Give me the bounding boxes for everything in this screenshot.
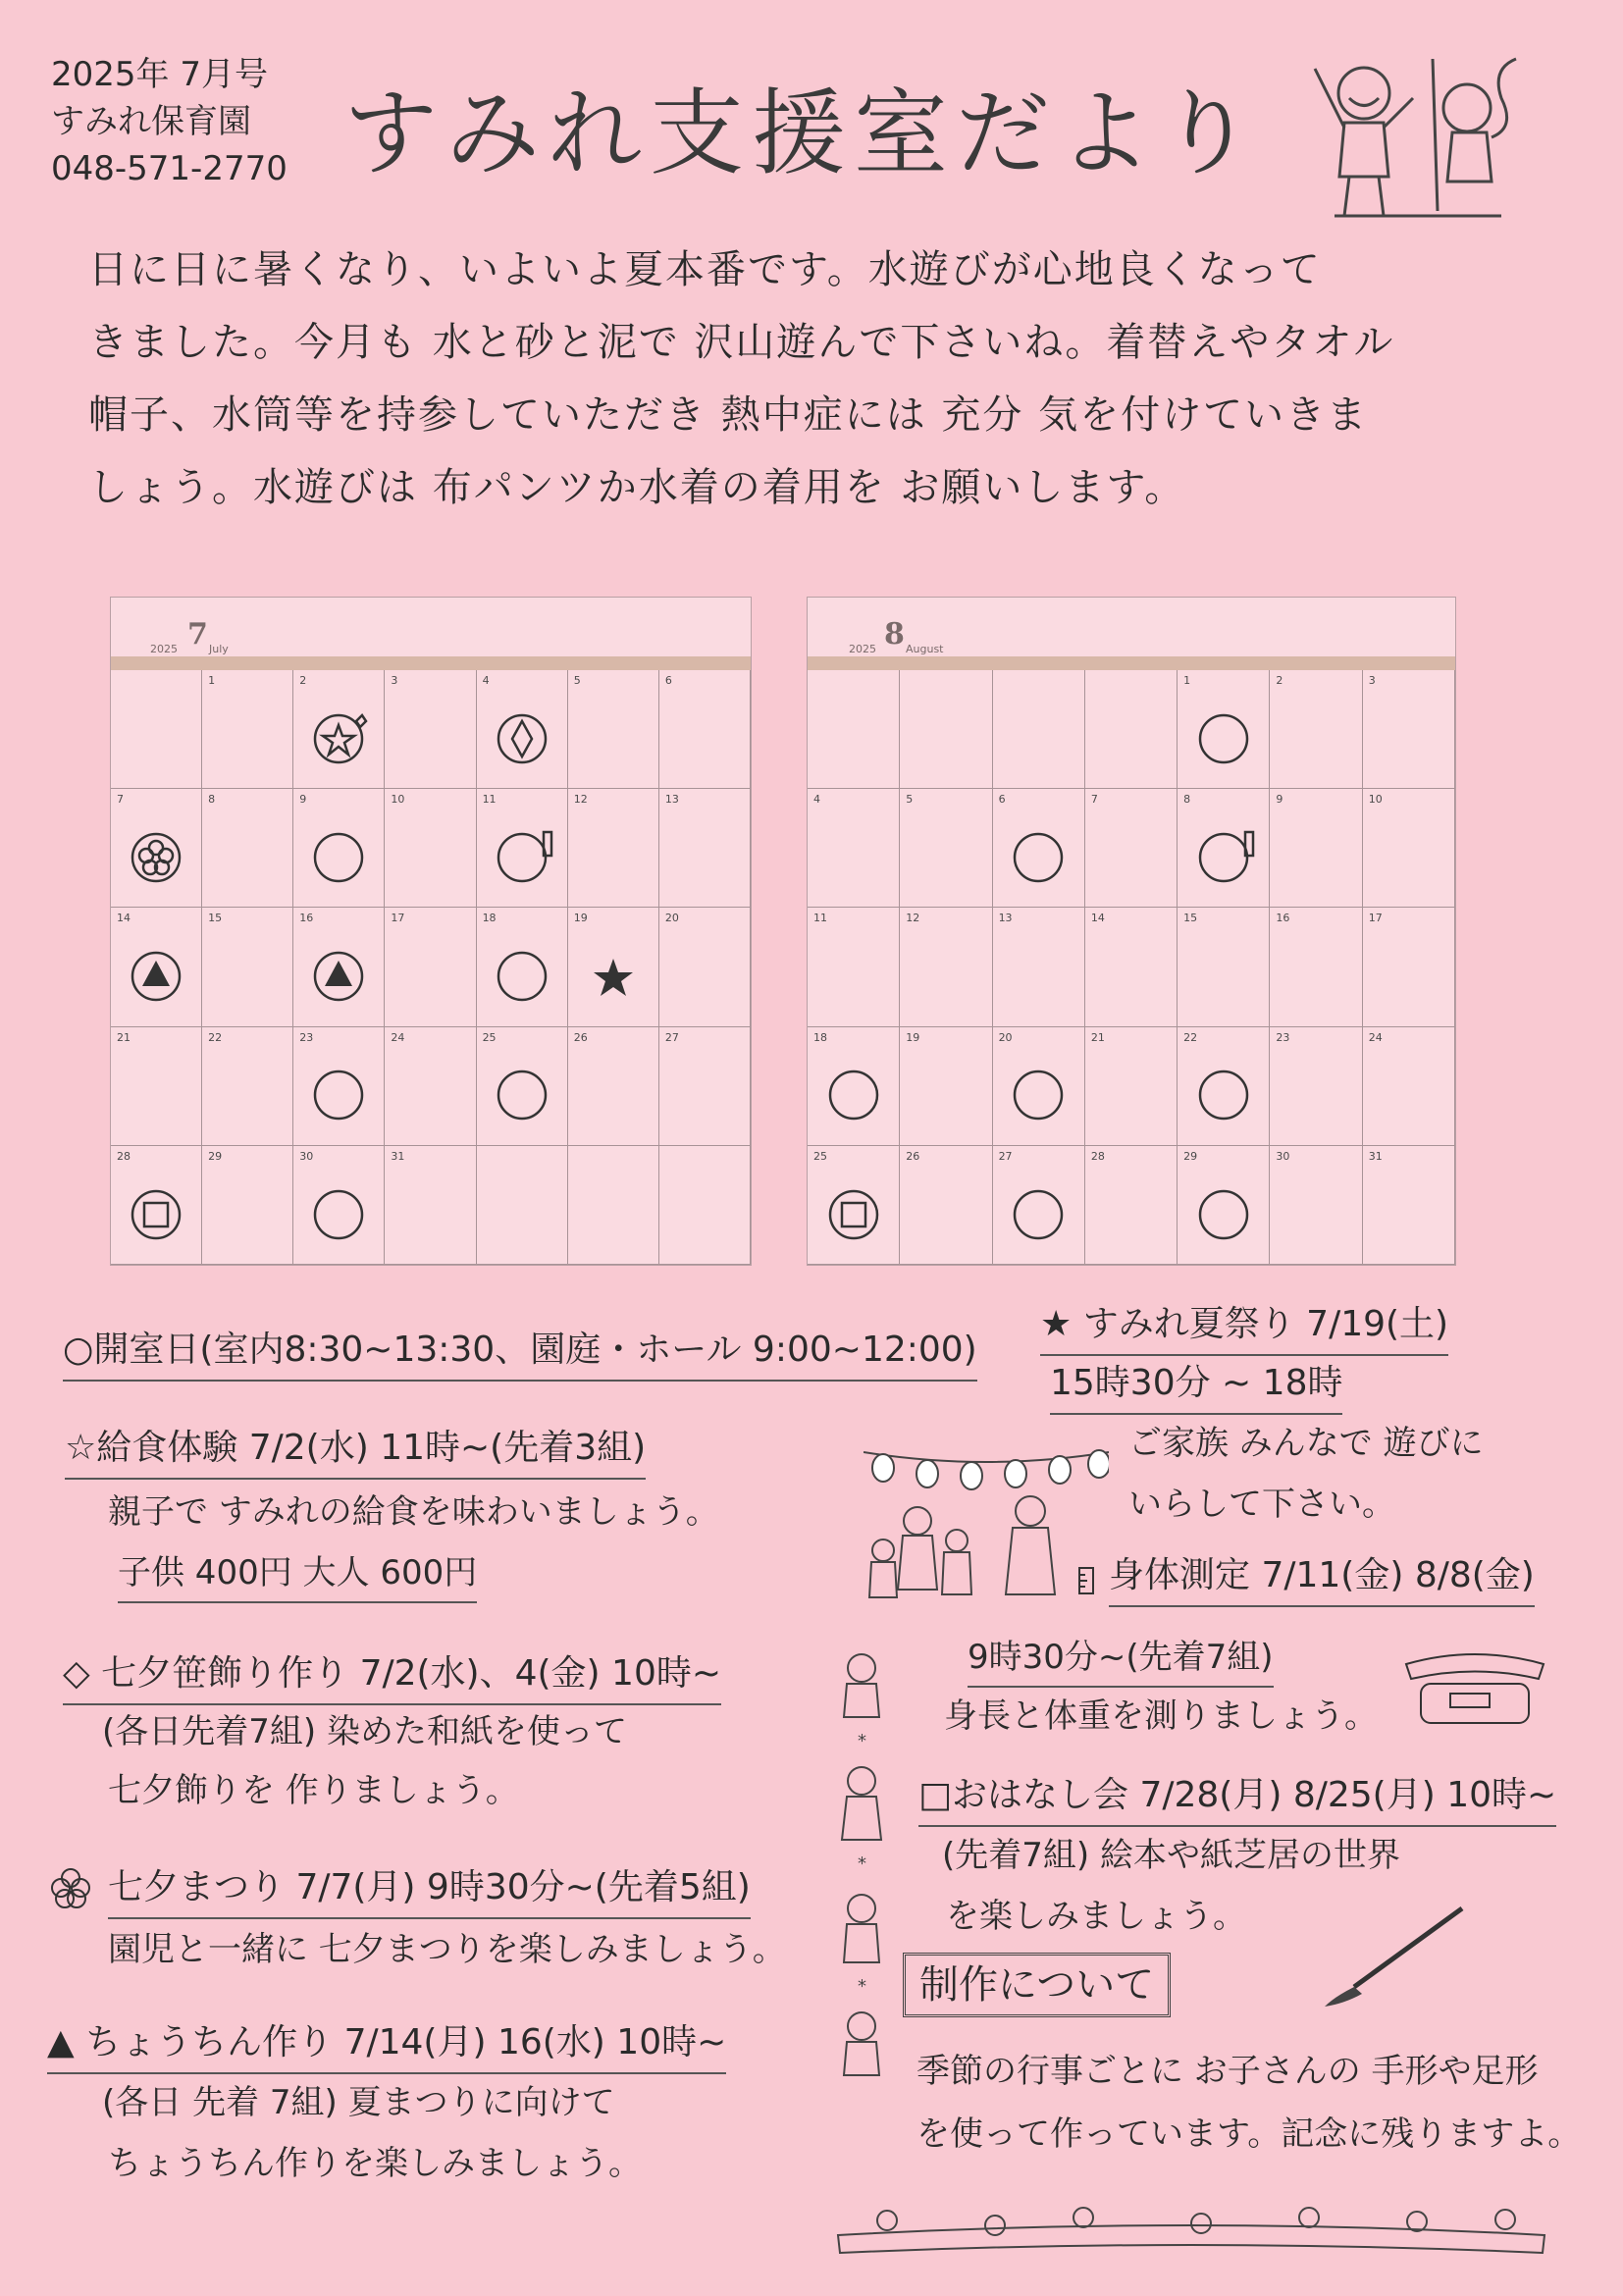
scale-icon: [1401, 1644, 1548, 1733]
kids-column-illustration: [822, 1648, 901, 2080]
circle-icon: [1007, 828, 1070, 887]
festival-desc: ご家族 みんなで 遊びに: [1128, 1424, 1484, 1463]
calendar-grid: [111, 670, 751, 1265]
calendar-day: [111, 1027, 202, 1146]
tanabata-title: 七夕まつり 7/7(月) 9時30分~(先着5組): [108, 1858, 751, 1919]
day-number: 5: [573, 674, 581, 687]
calendar-day: [659, 670, 751, 789]
circle-icon: [307, 1185, 370, 1244]
circle-icon: [1192, 1185, 1255, 1244]
scale-circle-icon: [491, 828, 553, 887]
calendar-day: [1178, 1146, 1270, 1265]
lunch-desc: 親子で すみれの給食を味わいましょう。: [108, 1492, 719, 1532]
calendar-day: [900, 1146, 992, 1265]
calendar-month: 8: [884, 617, 905, 652]
day-number: 16: [1276, 912, 1290, 925]
calendar-day: [111, 908, 202, 1026]
day-number: 26: [906, 1149, 920, 1163]
calendar-day: [202, 789, 293, 908]
calendar-day: [385, 789, 476, 908]
scale-circle-icon: [1192, 828, 1255, 887]
circle-icon: [307, 1066, 370, 1124]
lantern-desc: ちょうちん作りを楽しみましょう。: [108, 2144, 642, 2183]
calendar-day: [1178, 908, 1270, 1026]
open-day-line: ○開室日(室内8:30~13:30、園庭・ホール 9:00~12:00): [63, 1321, 977, 1382]
calendar-day: [293, 670, 385, 789]
circle-icon: [491, 947, 553, 1006]
svg-text:*: *: [858, 1853, 866, 1874]
square-circle-icon: [125, 1185, 187, 1244]
day-number: 27: [664, 1030, 679, 1044]
calendar-day: [293, 789, 385, 908]
star-circle-icon: [307, 709, 370, 768]
calendar-day: [1270, 908, 1362, 1026]
calendar-august: [807, 597, 1456, 1266]
day-number: 8: [208, 793, 216, 807]
day-number: 5: [906, 793, 914, 807]
calendar-day: [993, 1027, 1085, 1146]
tanabata-deco-title: ◇ 七夕笹飾り作り 7/2(水)、4(金) 10時~: [63, 1644, 721, 1705]
header-info: [51, 51, 288, 192]
day-number: 29: [208, 1149, 223, 1163]
calendar-day: [1270, 670, 1362, 789]
day-number: 16: [299, 912, 314, 925]
calendar-day: [1085, 1027, 1178, 1146]
kids-illustration: [1305, 39, 1531, 226]
calendar-day: [659, 789, 751, 908]
measure-title: 身体測定 7/11(金) 8/8(金): [1109, 1546, 1535, 1607]
calendar-day: [477, 1146, 568, 1265]
calendar-day: [202, 670, 293, 789]
calendar-day: [202, 1027, 293, 1146]
tanabata-deco-desc: 七夕飾りを 作りましょう。: [108, 1771, 519, 1810]
calendar-year: 2025: [150, 643, 178, 655]
day-number: 19: [906, 1030, 920, 1044]
calendar-day: [1178, 1027, 1270, 1146]
calendar-day: [202, 908, 293, 1026]
day-number: 29: [1183, 1149, 1198, 1163]
measure-time: 9時30分~(先着7組): [968, 1629, 1274, 1688]
festival-title: ★ すみれ夏祭り 7/19(土): [1040, 1295, 1448, 1356]
brush-icon: [1295, 1904, 1472, 2011]
day-number: 13: [664, 793, 679, 807]
intro-line: しょう。水遊びは 布パンツか水着の着用を お願いします。: [88, 465, 1186, 510]
craft-title: 制作について: [903, 1953, 1171, 2017]
day-number: 25: [482, 1030, 497, 1044]
triangle-circle-icon: [125, 947, 187, 1006]
circle-icon: [822, 1066, 885, 1124]
calendar-day: [385, 1146, 476, 1265]
nursery-name: すみれ保育園: [51, 102, 251, 141]
calendar-day: [808, 670, 900, 789]
day-number: 31: [1368, 1149, 1383, 1163]
calendar-day: [900, 789, 992, 908]
day-number: 12: [573, 793, 588, 807]
story-title: □おはなし会 7/28(月) 8/25(月) 10時~: [918, 1766, 1556, 1827]
calendar-day: [1085, 789, 1178, 908]
day-number: 22: [208, 1030, 223, 1044]
calendar-day: [385, 1027, 476, 1146]
calendar-day: [568, 1027, 659, 1146]
weekday-bar: [808, 656, 1455, 670]
lunch-title: ☆給食体験 7/2(水) 11時~(先着3組): [65, 1419, 646, 1480]
ruler-icon: [1077, 1566, 1099, 1595]
calendar-day: [993, 670, 1085, 789]
lunch-price: 子供 400円 大人 600円: [118, 1544, 477, 1603]
day-number: 13: [998, 912, 1013, 925]
calendar-day: [993, 908, 1085, 1026]
calendar-day: [808, 1146, 900, 1265]
calendar-header: [111, 598, 751, 656]
day-number: 6: [664, 674, 672, 687]
day-number: 30: [1276, 1149, 1290, 1163]
day-number: 17: [391, 912, 405, 925]
diamond-circle-icon: [491, 709, 553, 768]
calendar-day: [1363, 908, 1455, 1026]
circle-icon: [307, 828, 370, 887]
calendar-day: [293, 908, 385, 1026]
day-number: 21: [117, 1030, 131, 1044]
calendar-day: [993, 1146, 1085, 1265]
calendar-day: [568, 789, 659, 908]
day-number: 20: [664, 912, 679, 925]
calendar-day: [659, 908, 751, 1026]
calendar-day: [1363, 789, 1455, 908]
calendar-day: [293, 1146, 385, 1265]
calendar-july: [110, 597, 752, 1266]
calendar-day: [808, 1027, 900, 1146]
calendar-day: [1178, 670, 1270, 789]
calendar-day: [900, 670, 992, 789]
calendar-day: [202, 1146, 293, 1265]
day-number: 9: [1276, 793, 1283, 807]
star-icon: [582, 947, 645, 1006]
day-number: 12: [906, 912, 920, 925]
day-number: 2: [1276, 674, 1283, 687]
intro-line: きました。今月も 水と砂と泥で 沢山遊んで下さいね。着替えやタオル: [88, 320, 1395, 365]
measure-desc: 身長と体重を測りましょう。: [944, 1696, 1378, 1736]
day-number: 23: [299, 1030, 314, 1044]
calendar-day: [385, 670, 476, 789]
intro-line: 日に日に暑くなり、いよいよ夏本番です。水遊びが心地良くなって: [88, 247, 1322, 292]
calendar-day: [1363, 1146, 1455, 1265]
day-number: 18: [482, 912, 497, 925]
phone-number: 048-571-2770: [51, 149, 288, 188]
day-number: 4: [813, 793, 820, 807]
square-circle-icon: [822, 1185, 885, 1244]
calendar-day: [111, 1146, 202, 1265]
calendar-day: [900, 1027, 992, 1146]
svg-text:*: *: [858, 1976, 866, 1997]
circle-icon: [1192, 709, 1255, 768]
day-number: 23: [1276, 1030, 1290, 1044]
calendar-month-name: August: [906, 643, 944, 655]
craft-desc: 季節の行事ごとに お子さんの 手形や足形: [916, 2052, 1539, 2091]
calendar-day: [477, 670, 568, 789]
day-number: 1: [1183, 674, 1191, 687]
day-number: 30: [299, 1149, 314, 1163]
day-number: 25: [813, 1149, 827, 1163]
calendar-day: [993, 789, 1085, 908]
calendar-day: [568, 908, 659, 1026]
calendar-day: [1363, 1027, 1455, 1146]
intro-line: 帽子、水筒等を持参していただき 熱中症には 充分 気を付けていきま: [88, 392, 1369, 438]
day-number: 3: [1368, 674, 1376, 687]
calendar-year: 2025: [849, 643, 876, 655]
circle-icon: [1192, 1066, 1255, 1124]
day-number: 14: [117, 912, 131, 925]
story-desc: を楽しみましょう。: [946, 1897, 1246, 1936]
day-number: 17: [1368, 912, 1383, 925]
calendar-day: [568, 1146, 659, 1265]
festival-illustration: [864, 1433, 1109, 1609]
svg-text:*: *: [858, 1731, 866, 1751]
calendar-day: [111, 789, 202, 908]
tanabata-desc: 園児と一緒に 七夕まつりを楽しみましょう。: [108, 1930, 786, 1969]
calendar-day: [659, 1146, 751, 1265]
calendar-header: [808, 598, 1455, 656]
day-number: 3: [391, 674, 398, 687]
flower-circle-icon: [125, 828, 187, 887]
triangle-circle-icon: [307, 947, 370, 1006]
day-number: 9: [299, 793, 307, 807]
calendar-day: [111, 670, 202, 789]
circle-icon: [491, 1066, 553, 1124]
calendar-day: [477, 789, 568, 908]
day-number: 10: [1368, 793, 1383, 807]
day-number: 2: [299, 674, 307, 687]
calendar-day: [477, 908, 568, 1026]
day-number: 15: [1183, 912, 1198, 925]
bottom-banner-illustration: [828, 2196, 1554, 2265]
calendar-day: [1270, 1146, 1362, 1265]
calendar-day: [1270, 789, 1362, 908]
weekday-bar: [111, 656, 751, 670]
page-title: すみれ支援室だより: [343, 78, 1262, 188]
calendar-day: [1085, 1146, 1178, 1265]
story-desc: (先着7組) 絵本や紙芝居の世界: [942, 1836, 1400, 1875]
day-number: 10: [391, 793, 405, 807]
day-number: 7: [117, 793, 124, 807]
day-number: 7: [1090, 793, 1098, 807]
day-number: 20: [998, 1030, 1013, 1044]
calendar-day: [659, 1027, 751, 1146]
day-number: 28: [117, 1149, 131, 1163]
lantern-title: ▲ ちょうちん作り 7/14(月) 16(水) 10時~: [47, 2013, 726, 2074]
intro-paragraph: [88, 234, 1560, 524]
tanabata-deco-desc: (各日先着7組) 染めた和紙を使って: [102, 1712, 627, 1751]
day-number: 4: [482, 674, 490, 687]
circle-icon: [1007, 1066, 1070, 1124]
day-number: 1: [208, 674, 216, 687]
festival-time: 15時30分 ~ 18時: [1050, 1354, 1342, 1415]
day-number: 24: [391, 1030, 405, 1044]
day-number: 28: [1090, 1149, 1105, 1163]
calendar-month: 7: [187, 617, 208, 652]
circle-icon: [1007, 1185, 1070, 1244]
calendar-day: [808, 789, 900, 908]
flower-icon: [49, 1866, 92, 1909]
calendar-day: [1363, 670, 1455, 789]
day-number: 18: [813, 1030, 827, 1044]
day-number: 8: [1183, 793, 1191, 807]
lantern-desc: (各日 先着 7組) 夏まつりに向けて: [102, 2083, 615, 2122]
calendar-day: [568, 670, 659, 789]
day-number: 27: [998, 1149, 1013, 1163]
day-number: 14: [1090, 912, 1105, 925]
calendar-day: [1085, 670, 1178, 789]
calendar-day: [293, 1027, 385, 1146]
calendar-day: [808, 908, 900, 1026]
calendar-day: [477, 1027, 568, 1146]
issue-label: 2025年 7月号: [51, 55, 268, 94]
calendar-day: [1085, 908, 1178, 1026]
day-number: 22: [1183, 1030, 1198, 1044]
day-number: 24: [1368, 1030, 1383, 1044]
day-number: 6: [998, 793, 1006, 807]
day-number: 11: [482, 793, 497, 807]
day-number: 31: [391, 1149, 405, 1163]
calendar-grid: [808, 670, 1455, 1265]
calendar-day: [385, 908, 476, 1026]
festival-desc: いらして下さい。: [1128, 1485, 1395, 1524]
calendar-month-name: July: [209, 643, 229, 655]
day-number: 15: [208, 912, 223, 925]
calendar-day: [1270, 1027, 1362, 1146]
craft-desc: を使って作っています。記念に残りますよ。: [916, 2114, 1582, 2154]
day-number: 11: [813, 912, 827, 925]
calendar-day: [900, 908, 992, 1026]
calendar-day: [1178, 789, 1270, 908]
day-number: 19: [573, 912, 588, 925]
day-number: 21: [1090, 1030, 1105, 1044]
day-number: 26: [573, 1030, 588, 1044]
